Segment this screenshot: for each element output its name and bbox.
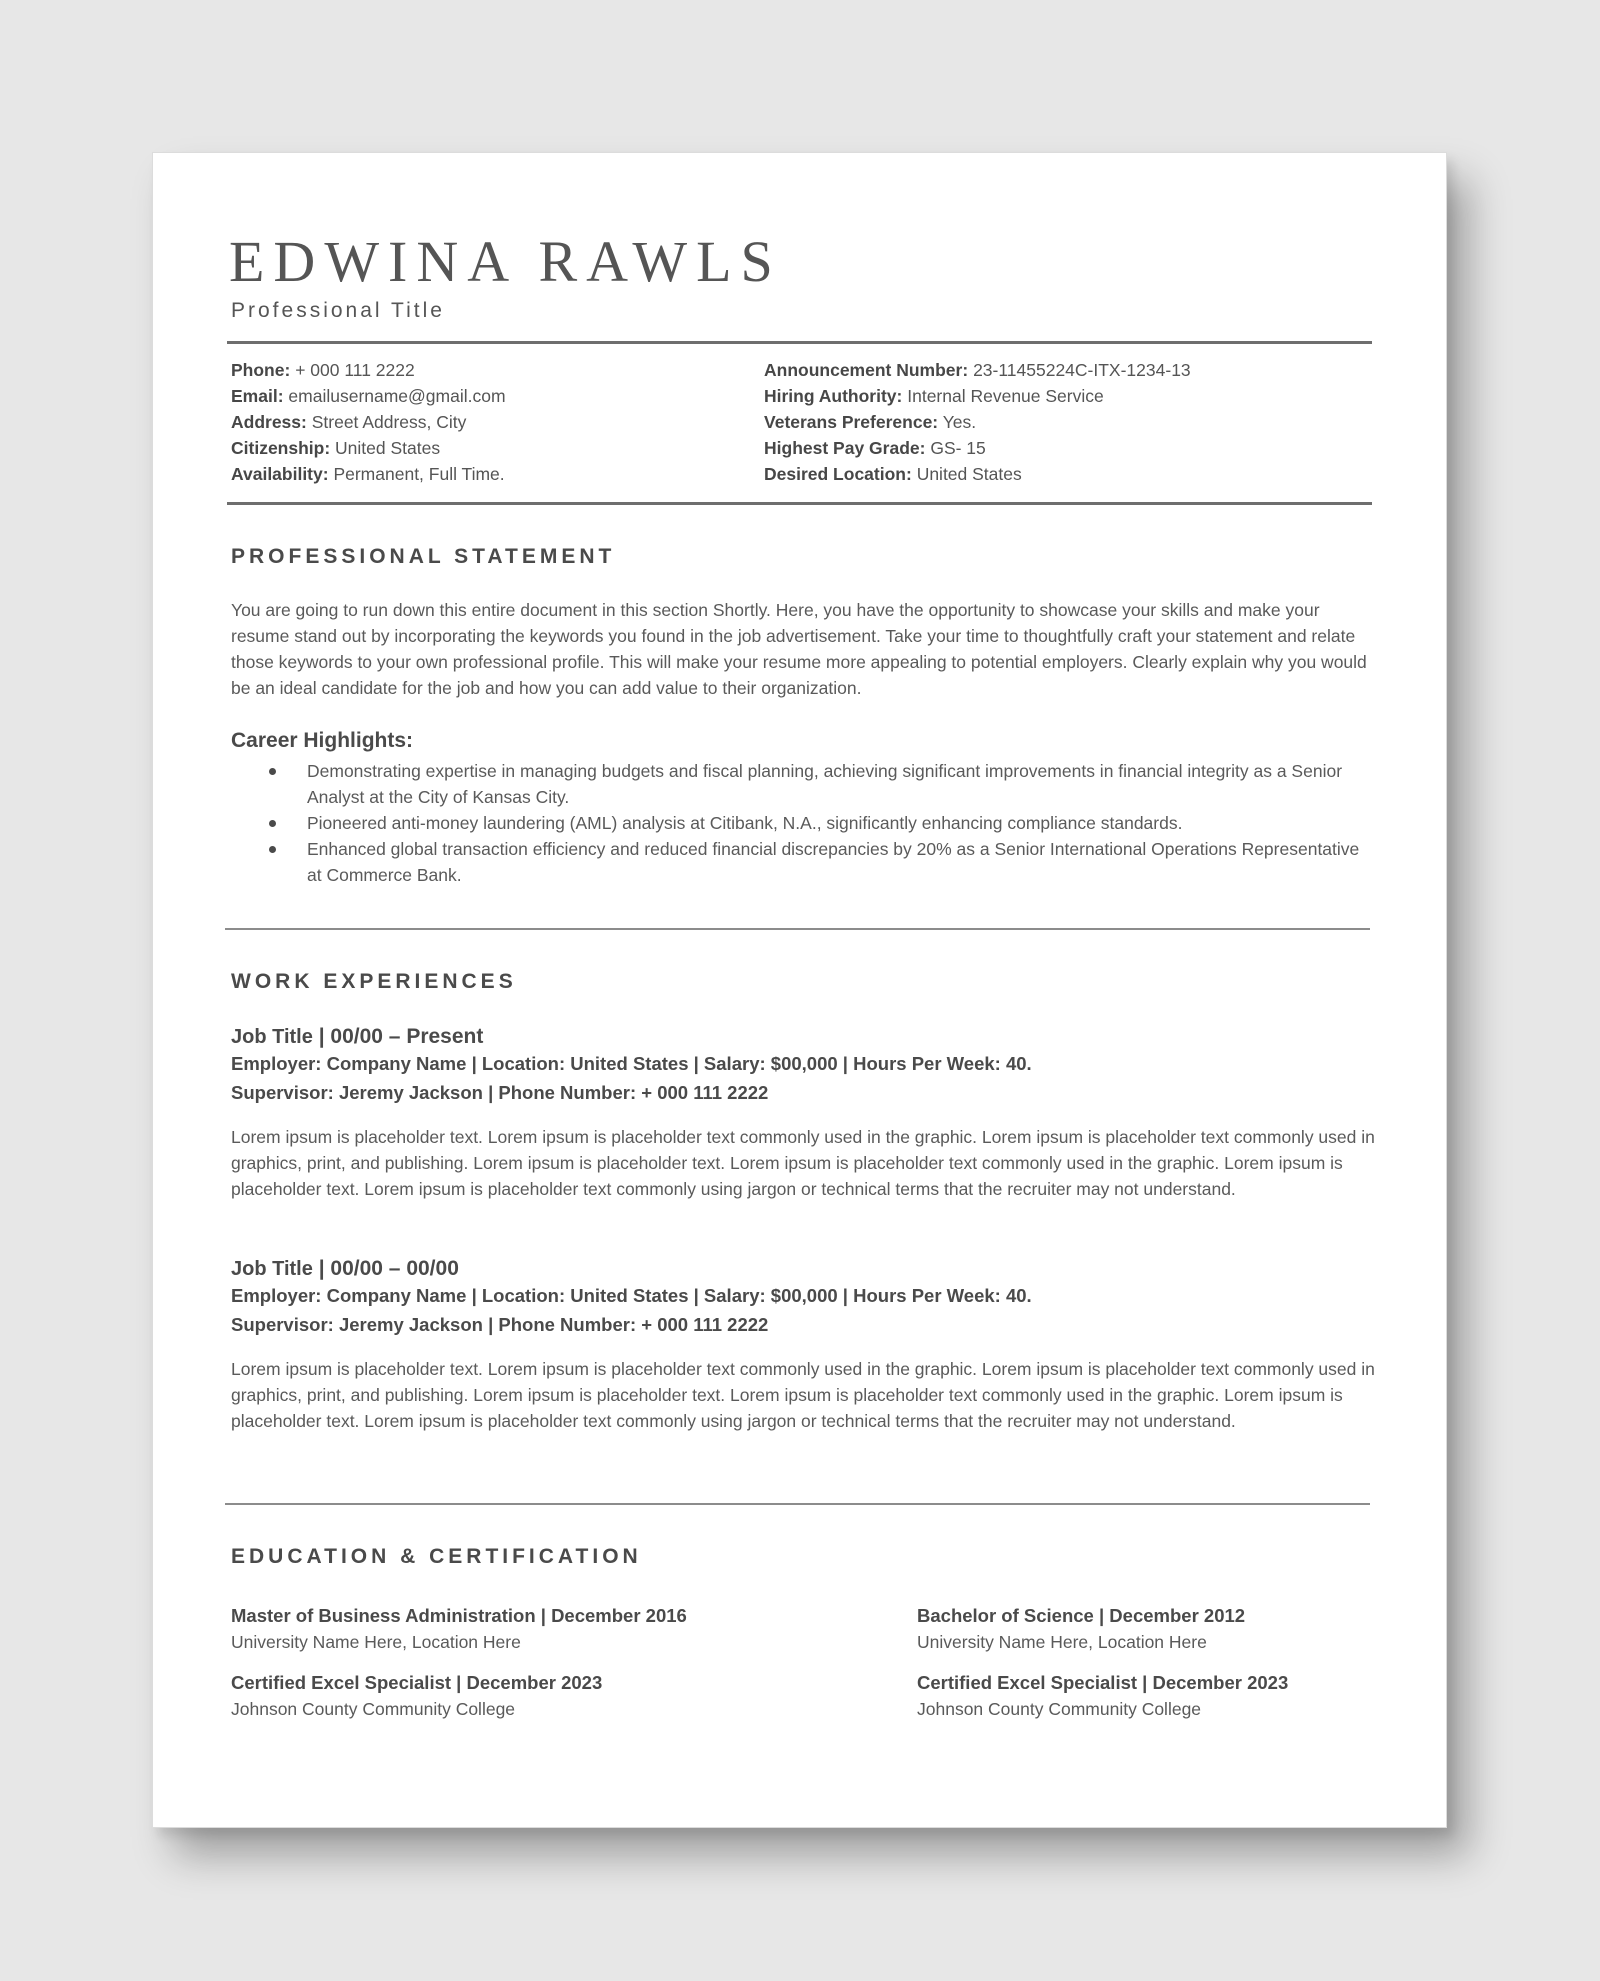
contact-phone: Phone: + 000 111 2222 [231, 360, 415, 380]
contact-citizenship: Citizenship: United States [231, 438, 441, 458]
hiring-authority: Hiring Authority: Internal Revenue Service [764, 386, 1104, 406]
certification-item [917, 1669, 1477, 1722]
job-employer-line: Employer: Company Name | Location: United States | Salary: $00,000 | Hours Per Week: 40. [231, 1053, 1032, 1074]
certification-title: Certified Excel Specialist | December 2023 [917, 1672, 1289, 1693]
highest-pay-grade: Highest Pay Grade: GS- 15 [764, 438, 986, 458]
contact-availability: Availability: Permanent, Full Time. [231, 464, 505, 484]
career-highlight-item: Demonstrating expertise in managing budgets and fiscal planning, achieving significant improvements in financial integrity as a Senior Analyst at the City of Kansas City. [231, 758, 1376, 810]
job-supervisor-line: Supervisor: Jeremy Jackson | Phone Number: + 000 111 2222 [231, 1082, 769, 1103]
contact-info-left [231, 357, 506, 487]
job-title-line: Job Title | 00/00 – 00/00 [231, 1257, 459, 1280]
contact-email: Email: emailusername@gmail.com [231, 386, 506, 406]
job-title-line: Job Title | 00/00 – Present [231, 1025, 484, 1048]
header-divider-top [227, 341, 1372, 344]
school-name: University Name Here, Location Here [231, 1632, 521, 1652]
job-supervisor-line: Supervisor: Jeremy Jackson | Phone Number: + 000 111 2222 [231, 1314, 769, 1335]
education-heading: EDUCATION & CERTIFICATION [231, 1545, 642, 1568]
work-experience-heading: WORK EXPERIENCES [231, 970, 517, 993]
institution-name: Johnson County Community College [917, 1699, 1202, 1719]
professional-statement-heading: PROFESSIONAL STATEMENT [231, 545, 616, 568]
resume-page [152, 152, 1447, 1828]
certification-item [231, 1669, 791, 1722]
job-description: Lorem ipsum is placeholder text. Lorem ipsum is placeholder text commonly used in the graphic. Lorem ipsum is placeholder text commonly used in graphics, print, and publishing. Lorem ipsum is placeholder text. Lorem ipsum is placeholder text commonly used in the graphic. Lorem ipsum is placeholder text. Lorem ipsum is placeholder text commonly using jargon or technical terms that the recruiter may not understand. [231, 1359, 1375, 1431]
professional-title: Professional Title [231, 299, 445, 322]
candidate-name: EDWINA RAWLS [229, 229, 782, 294]
section-divider [225, 1503, 1370, 1505]
education-item [917, 1602, 1477, 1655]
school-name: University Name Here, Location Here [917, 1632, 1207, 1652]
contact-info-right [764, 357, 1191, 487]
job-employer-line: Employer: Company Name | Location: United States | Salary: $00,000 | Hours Per Week: 40. [231, 1285, 1032, 1306]
education-item [231, 1602, 791, 1655]
career-highlights-heading: Career Highlights: [231, 729, 414, 752]
career-highlights-list [231, 758, 1376, 888]
header-divider-bottom [227, 502, 1372, 505]
bullet-icon [269, 846, 276, 853]
degree-title: Master of Business Administration | December 2016 [231, 1605, 687, 1626]
professional-statement-body: You are going to run down this entire document in this section Shortly. Here, you have the opportunity to showcase your skills and make your resume stand out by incorporating the keywords you found in the job advertisement. Take your time to thoughtfully craft your statement and relate those keywords to your own professional profile. This will make your resume more appealing to potential employers. Clearly explain why you would be an ideal candidate for the job and how you can add value to their organization. [231, 600, 1367, 698]
contact-address: Address: Street Address, City [231, 412, 467, 432]
career-highlight-item: Pioneered anti-money laundering (AML) analysis at Citibank, N.A., significantly enhancing compliance standards. [231, 810, 1376, 836]
career-highlight-item: Enhanced global transaction efficiency and reduced financial discrepancies by 20% as a Senior International Operations Representative at Commerce Bank. [231, 836, 1376, 888]
desired-location: Desired Location: United States [764, 464, 1022, 484]
certification-title: Certified Excel Specialist | December 2023 [231, 1672, 603, 1693]
section-divider [225, 928, 1370, 930]
institution-name: Johnson County Community College [231, 1699, 516, 1719]
degree-title: Bachelor of Science | December 2012 [917, 1605, 1246, 1626]
announcement-number: Announcement Number: 23-11455224C-ITX-1234-13 [764, 360, 1191, 380]
bullet-icon [269, 768, 276, 775]
veterans-preference: Veterans Preference: Yes. [764, 412, 977, 432]
bullet-icon [269, 820, 276, 827]
job-description: Lorem ipsum is placeholder text. Lorem ipsum is placeholder text commonly used in the graphic. Lorem ipsum is placeholder text commonly used in graphics, print, and publishing. Lorem ipsum is placeholder text. Lorem ipsum is placeholder text commonly used in the graphic. Lorem ipsum is placeholder text. Lorem ipsum is placeholder text commonly using jargon or technical terms that the recruiter may not understand. [231, 1127, 1375, 1199]
